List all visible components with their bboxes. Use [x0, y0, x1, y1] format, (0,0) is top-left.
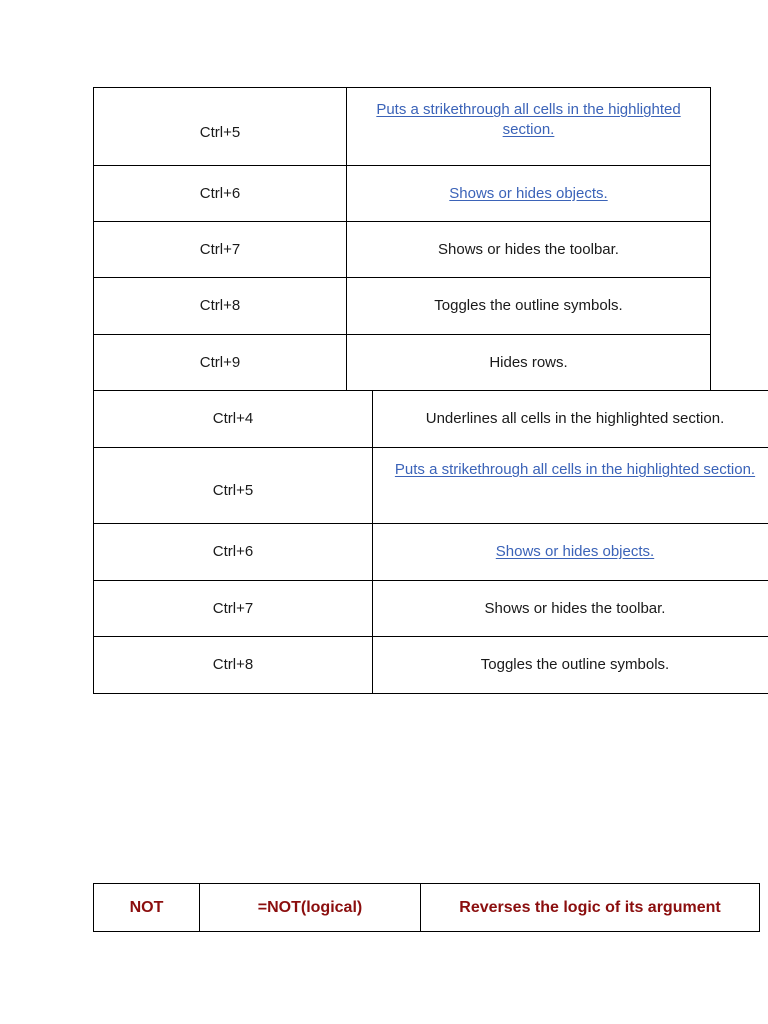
table-row	[94, 335, 711, 391]
shortcut-key-cell	[94, 278, 347, 335]
description-text: Underlines all cells in the highlighted section.	[425, 410, 725, 427]
shortcut-key-cell	[94, 335, 347, 391]
shortcut-key: Ctrl+5	[199, 124, 241, 141]
shortcut-key-cell	[94, 581, 373, 637]
table-row	[94, 88, 711, 166]
shortcut-key-cell	[94, 88, 347, 166]
shortcut-table-top	[93, 87, 711, 391]
shortcut-description-cell	[373, 524, 768, 581]
table-row	[94, 222, 711, 278]
shortcut-key-cell	[94, 448, 373, 524]
function-name: NOT	[129, 898, 164, 916]
shortcut-description-cell	[373, 391, 768, 448]
shortcut-key-cell	[94, 222, 347, 278]
function-table	[93, 883, 760, 932]
function-name-cell	[94, 884, 200, 932]
table-row	[94, 884, 760, 932]
shortcut-table-bottom	[93, 390, 768, 694]
shortcut-key: Ctrl+8	[199, 297, 241, 314]
table-row	[94, 166, 711, 222]
shortcut-description-cell	[373, 448, 768, 524]
description-text: Shows or hides the toolbar.	[484, 599, 666, 617]
table-row	[94, 278, 711, 335]
function-syntax: =NOT(logical)	[257, 898, 363, 916]
function-description-cell	[421, 884, 760, 932]
function-description: Reverses the logic of its argument	[459, 898, 721, 916]
description-link[interactable]: Shows or hides objects.	[449, 184, 608, 202]
shortcut-description-cell	[373, 637, 768, 694]
shortcut-description-cell	[347, 166, 711, 222]
shortcut-description-cell	[347, 88, 711, 166]
shortcut-key: Ctrl+6	[212, 543, 254, 560]
table-row	[94, 448, 768, 524]
shortcut-description-cell	[347, 335, 711, 391]
table-row	[94, 637, 768, 694]
shortcut-description-cell	[347, 222, 711, 278]
description-link[interactable]: Shows or hides objects.	[495, 543, 655, 560]
description-link[interactable]: Puts a strikethrough all cells in the highlighted section.	[376, 101, 681, 138]
shortcut-key-cell	[94, 637, 373, 694]
table-row	[94, 391, 768, 448]
table-row	[94, 524, 768, 581]
shortcut-key: Ctrl+4	[212, 410, 254, 427]
description-text: Shows or hides the toolbar.	[438, 240, 619, 258]
shortcut-key: Ctrl+7	[212, 599, 254, 617]
shortcut-key-cell	[94, 391, 373, 448]
function-syntax-cell	[200, 884, 421, 932]
shortcut-key: Ctrl+8	[212, 656, 254, 673]
shortcut-description-cell	[373, 581, 768, 637]
description-text: Toggles the outline symbols.	[480, 656, 670, 673]
shortcut-key: Ctrl+6	[199, 184, 241, 202]
description-link[interactable]: Puts a strikethrough all cells in the highlighted section.	[394, 461, 756, 478]
shortcut-key-cell	[94, 166, 347, 222]
description-text: Hides rows.	[489, 353, 568, 371]
shortcut-key: Ctrl+5	[212, 482, 254, 499]
description-text: Toggles the outline symbols.	[434, 297, 623, 314]
table-row	[94, 581, 768, 637]
shortcut-description-cell	[347, 278, 711, 335]
shortcut-key: Ctrl+9	[199, 353, 241, 371]
shortcut-key: Ctrl+7	[199, 240, 241, 258]
shortcut-key-cell	[94, 524, 373, 581]
